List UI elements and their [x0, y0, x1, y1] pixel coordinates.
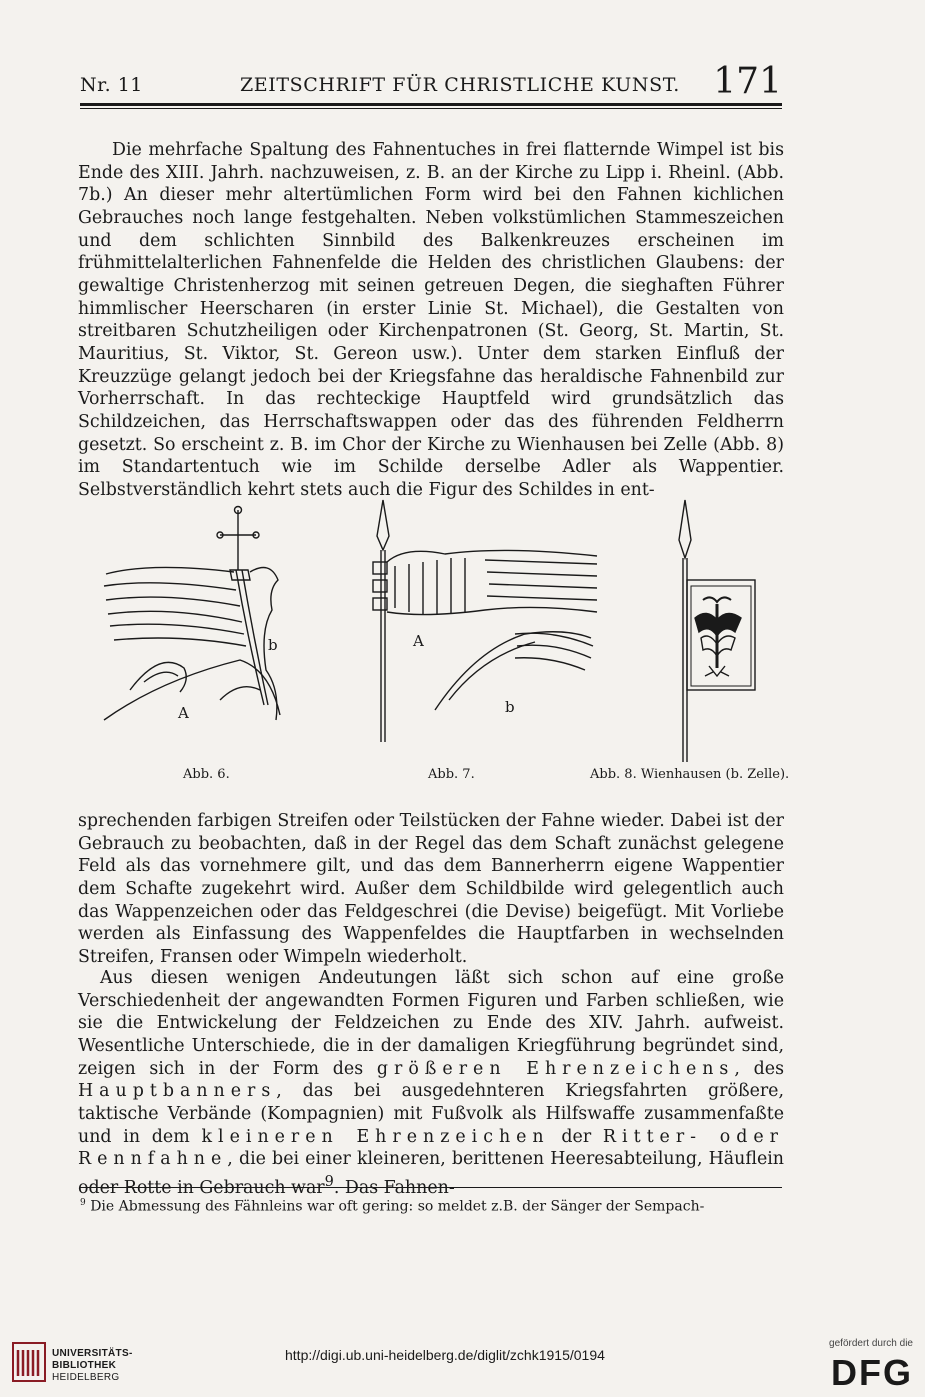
paragraph-3-text: , des [734, 1058, 784, 1079]
footnote [80, 1193, 782, 1217]
running-header [80, 61, 782, 102]
spaced-term-rennfahne: Ritter- oder Rennfahne [78, 1126, 784, 1170]
journal-title: ZEITSCHRIFT FÜR CHRISTLICHE KUNST. [240, 74, 680, 96]
paragraph-2: sprechenden farbigen Streifen oder Teilstücken der Fahne wieder. Dabei ist der Gebrauch zu beobachten, daß in der Regel das dem Schaft zunächst gelegene Feld als das vornehmere gilt, und das dem Bannerherrn eigene Wappentier dem Schafte zugekehrt wird. Außer dem Schildbilde wird gelegentlich auch das Wappenzeichen oder das Feldgeschrei (die Devise) beigefügt. Mit Vorliebe werden als Einfassung des Wappenfeldes die Hauptfarben in wechselnden Streifen, Fransen oder Wimpeln wiederholt. [78, 811, 784, 967]
fig7-label-b: b [505, 698, 515, 716]
fig6-label-a: A [178, 704, 189, 722]
footnote-rule [80, 1187, 782, 1188]
digitization-footer [0, 1330, 925, 1397]
header-rule-thin [80, 108, 782, 109]
library-line-2: BIBLIOTHEK [52, 1360, 117, 1371]
dfg-logo: DFG [831, 1352, 913, 1393]
fig8-eagle-banner [687, 580, 755, 690]
fig7-label-a: A [413, 632, 424, 650]
spaced-term-hauptbanner: Hauptbanners [78, 1081, 277, 1102]
paragraph-3-text: , das bei ausgedehnteren Kriegsfahrten größere, taktische Verbände (Kompagnien) mit Fußvolk als Hilfswaffe zusammenfaßte und in dem [78, 1081, 784, 1147]
footnote-text: Die Abmessung des Fähnleins war oft gering: so meldet z.B. der Sänger der Sempach- [90, 1198, 705, 1215]
spaced-term-ehrenzeichen: größeren Ehrenzeichens [376, 1058, 735, 1079]
spaced-term-kleineren-ehrenzeichen: kleineren Ehrenzeichen [201, 1126, 550, 1147]
figure-7-drawing [365, 500, 605, 745]
fig6-cross [217, 507, 259, 571]
figure-7-caption: Abb. 7. [428, 767, 475, 782]
footnote-number: 9 [80, 1198, 86, 1208]
footnote-reference[interactable]: 9 [324, 1173, 334, 1190]
header-rule-thick [80, 103, 782, 106]
fig6-pennant [104, 567, 246, 646]
paragraph-3-text: der [561, 1126, 592, 1147]
issue-number: Nr. 11 [80, 74, 143, 96]
fig7-banner [373, 550, 597, 614]
library-logo-icon [12, 1342, 46, 1382]
paragraph-3-text: , die bei einer kleineren, berittenen Heeresabteilung, Häuflein oder Rotte in Gebrauch war [78, 1149, 784, 1198]
fig7-spear [377, 500, 389, 742]
figure-8-caption: Abb. 8. Wienhausen (b. Zelle). [590, 767, 790, 782]
figure-8-drawing [665, 500, 765, 765]
fig8-spear [679, 500, 691, 762]
paragraph-3 [78, 967, 784, 1199]
figure-6-drawing [100, 500, 290, 740]
fig6-figure [104, 568, 280, 721]
library-line-1: UNIVERSITÄTS- [52, 1348, 133, 1359]
source-url-link[interactable]: http://digi.ub.uni-heidelberg.de/diglit/zchk1915/0194 [285, 1347, 605, 1363]
paragraph-1: Die mehrfache Spaltung des Fahnentuches in frei flatternde Wimpel ist bis Ende des XIII. Jahrh. nachzuweisen, z. B. an der Kirche zu Lipp i. Rheinl. (Abb. 7b.) An dieser mehr altertümlichen Form wird bei den Fahnen kichlichen Gebrauches noch lange festgehalten. Neben volkstümlichen Stammeszeichen und dem schlichten Sinnbild des Balkenkreuzes erscheinen im frühmittelalterlichen Fahnenfelde die Helden des christlichen Glaubens: der gewaltige Christenherzog mit seinen getreuen Degen, die sieghaften Führer himmlischer Heerscharen (in erster Linie St. Michael), die Gestalten von streitbaren Schutzheiligen oder Kirchenpatronen (St. Georg, St. Martin, St. Mauritius, St. Viktor, St. Gereon usw.). Unter dem starken Einfluß der Kreuzzüge gelangt jedoch bei der Kriegsfahne das heraldische Fahnenbild zur Vorherrschaft. In das rechteckige Hauptfeld wird grundsätzlich das Schildzeichen, das Herrschaftswappen oder das des führenden Feldherrn gesetzt. So erscheint z. B. im Chor der Kirche zu Wienhausen bei Zelle (Abb. 8) im Standartentuch wie im Schilde derselbe Adler als Wappentier. Selbstverständlich kehrt stets auch die Figur des Schildes in ent- [78, 140, 784, 500]
fig6-label-b: b [268, 636, 278, 654]
library-name [52, 1348, 133, 1384]
figure-6-caption: Abb. 6. [183, 767, 230, 782]
page-number: 171 [713, 61, 782, 102]
paragraph-3-text: Aus diesen wenigen Andeutungen läßt sich schon auf eine große Verschiedenheit der angewandten Formen Figuren und Farben schließen, wie sie die Entwickelung der Feldzeichen zu Ende des XIV. Jahrh. aufweist. Wesentliche Unterschiede, die in der damaligen Kriegführung begründet sind, zeigen sich in der Form des [78, 968, 784, 1079]
funding-label: gefördert durch die [829, 1338, 913, 1349]
paragraph-3-text: . Das Fahnen- [333, 1177, 455, 1198]
library-line-3: HEIDELBERG [52, 1372, 120, 1383]
